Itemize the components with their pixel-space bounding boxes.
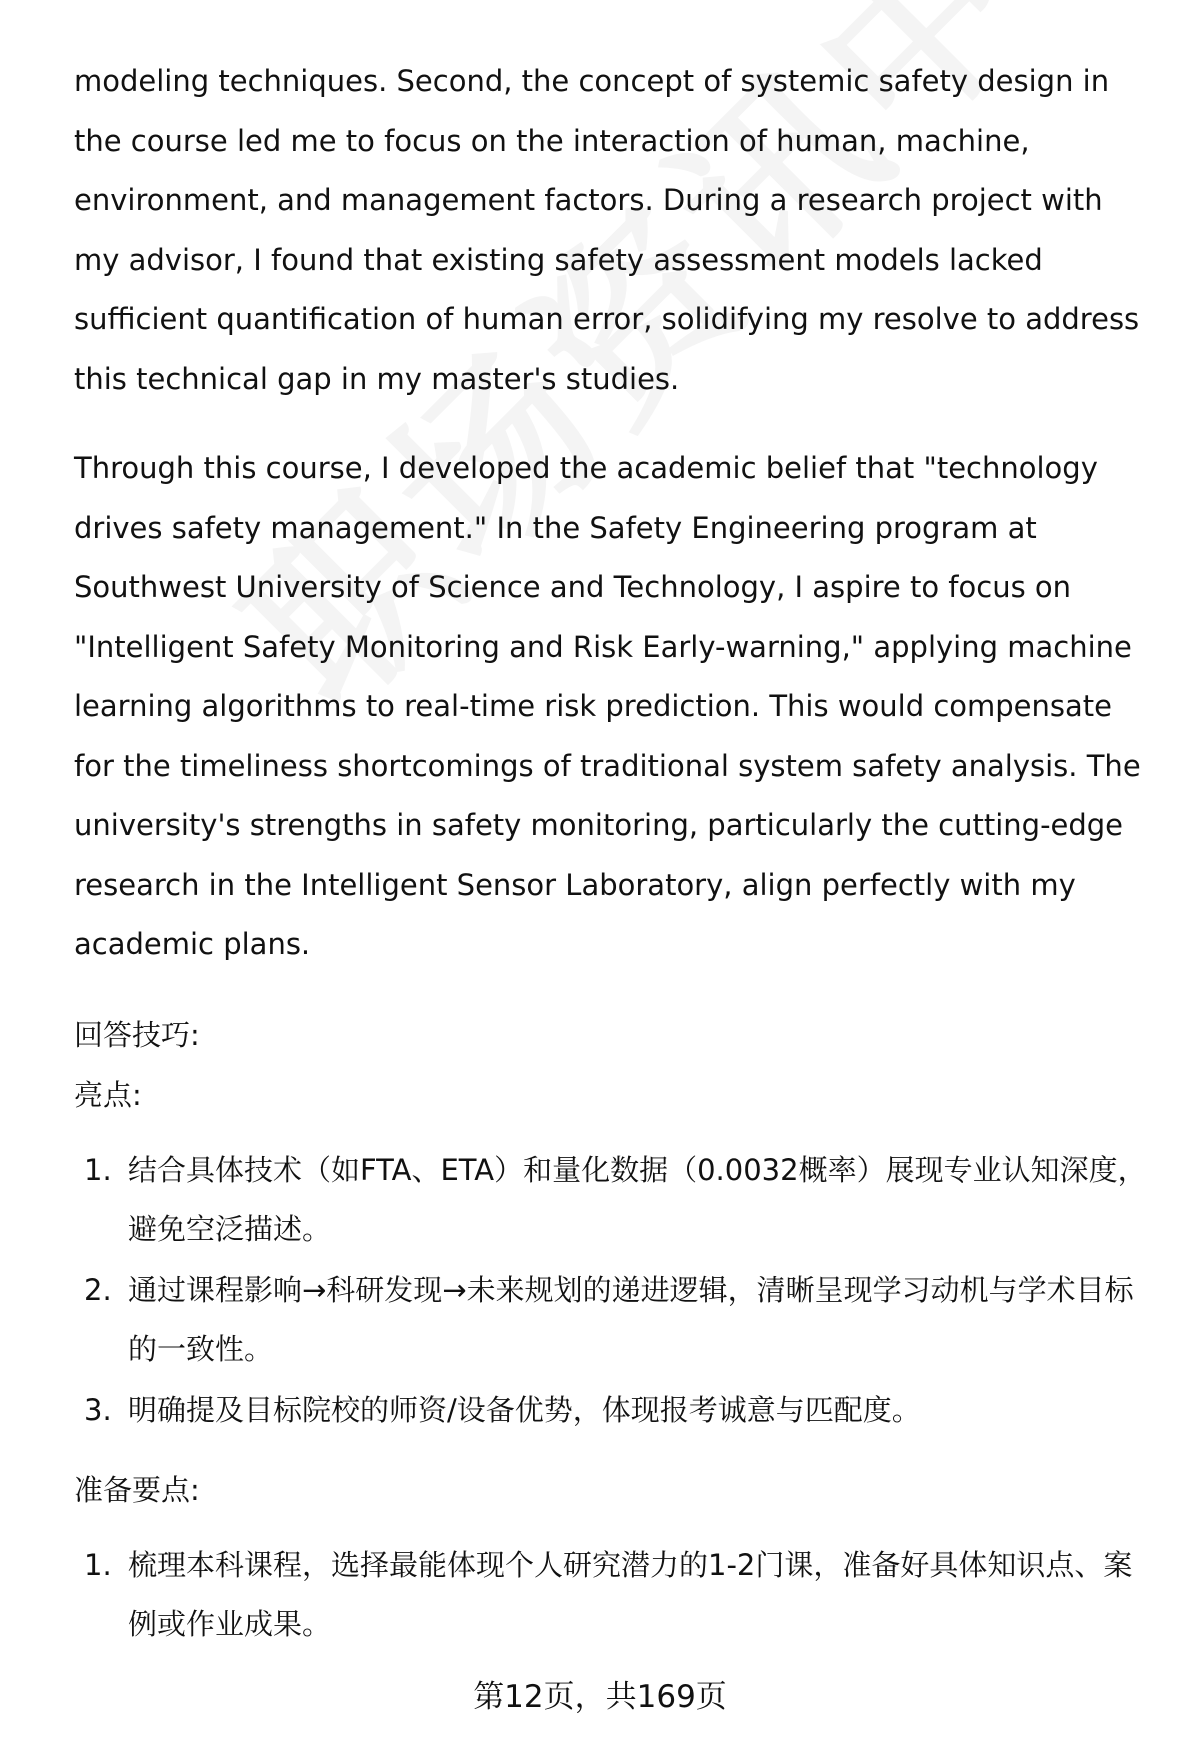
list-item-text: 梳理本科课程，选择最能体现个人研究潜力的1-2门课，准备好具体知识点、案例或作业成果。	[128, 1547, 1133, 1641]
prep-list	[74, 1536, 1154, 1654]
paragraph-2: Through this course, I developed the academic belief that "technology drives safety management." In the Safety Engineering program at Southwest University of Science and Technology, I aspire to focus on "Intelligent Safety Monitoring and Risk Early-warning," applying machine learning algorithms to real-time risk prediction. This would compensate for the timeliness shortcomings of traditional system safety analysis. The university's strengths in safety monitoring, particularly the cutting-edge research in the Intelligent Sensor Laboratory, align perfectly with my academic plans.	[74, 451, 1141, 961]
document-body	[74, 52, 1154, 1674]
highlights-list	[74, 1141, 1154, 1440]
tips-heading: 回答技巧:	[74, 1017, 200, 1052]
page-footer: 第12页，共169页	[473, 1679, 727, 1715]
list-item	[74, 1261, 1154, 1379]
paragraph-1: modeling techniques. Second, the concept of systemic safety design in the course led me to focus on the interaction of human, machine, environment, and management factors. During a research project with my advisor, I found that existing safety assessment models lacked sufficient quantification of human error, solidifying my resolve to address this technical gap in my master's studies.	[74, 64, 1140, 396]
list-item-text: 结合具体技术（如FTA、ETA）和量化数据（0.0032概率）展现专业认知深度，避免空泛描述。	[128, 1152, 1147, 1246]
list-item-text: 明确提及目标院校的师资/设备优势，体现报考诚意与匹配度。	[128, 1392, 921, 1427]
list-item	[74, 1141, 1154, 1259]
list-number: 3.	[84, 1392, 112, 1427]
list-item	[74, 1381, 1154, 1440]
list-item	[74, 1536, 1154, 1654]
highlights-heading: 亮点:	[74, 1077, 142, 1112]
list-number: 2.	[84, 1272, 112, 1307]
prep-heading: 准备要点:	[74, 1472, 200, 1507]
list-item-text: 通过课程影响→科研发现→未来规划的递进逻辑，清晰呈现学习动机与学术目标的一致性。	[128, 1272, 1134, 1366]
list-number: 1.	[84, 1152, 112, 1187]
list-number: 1.	[84, 1547, 112, 1582]
